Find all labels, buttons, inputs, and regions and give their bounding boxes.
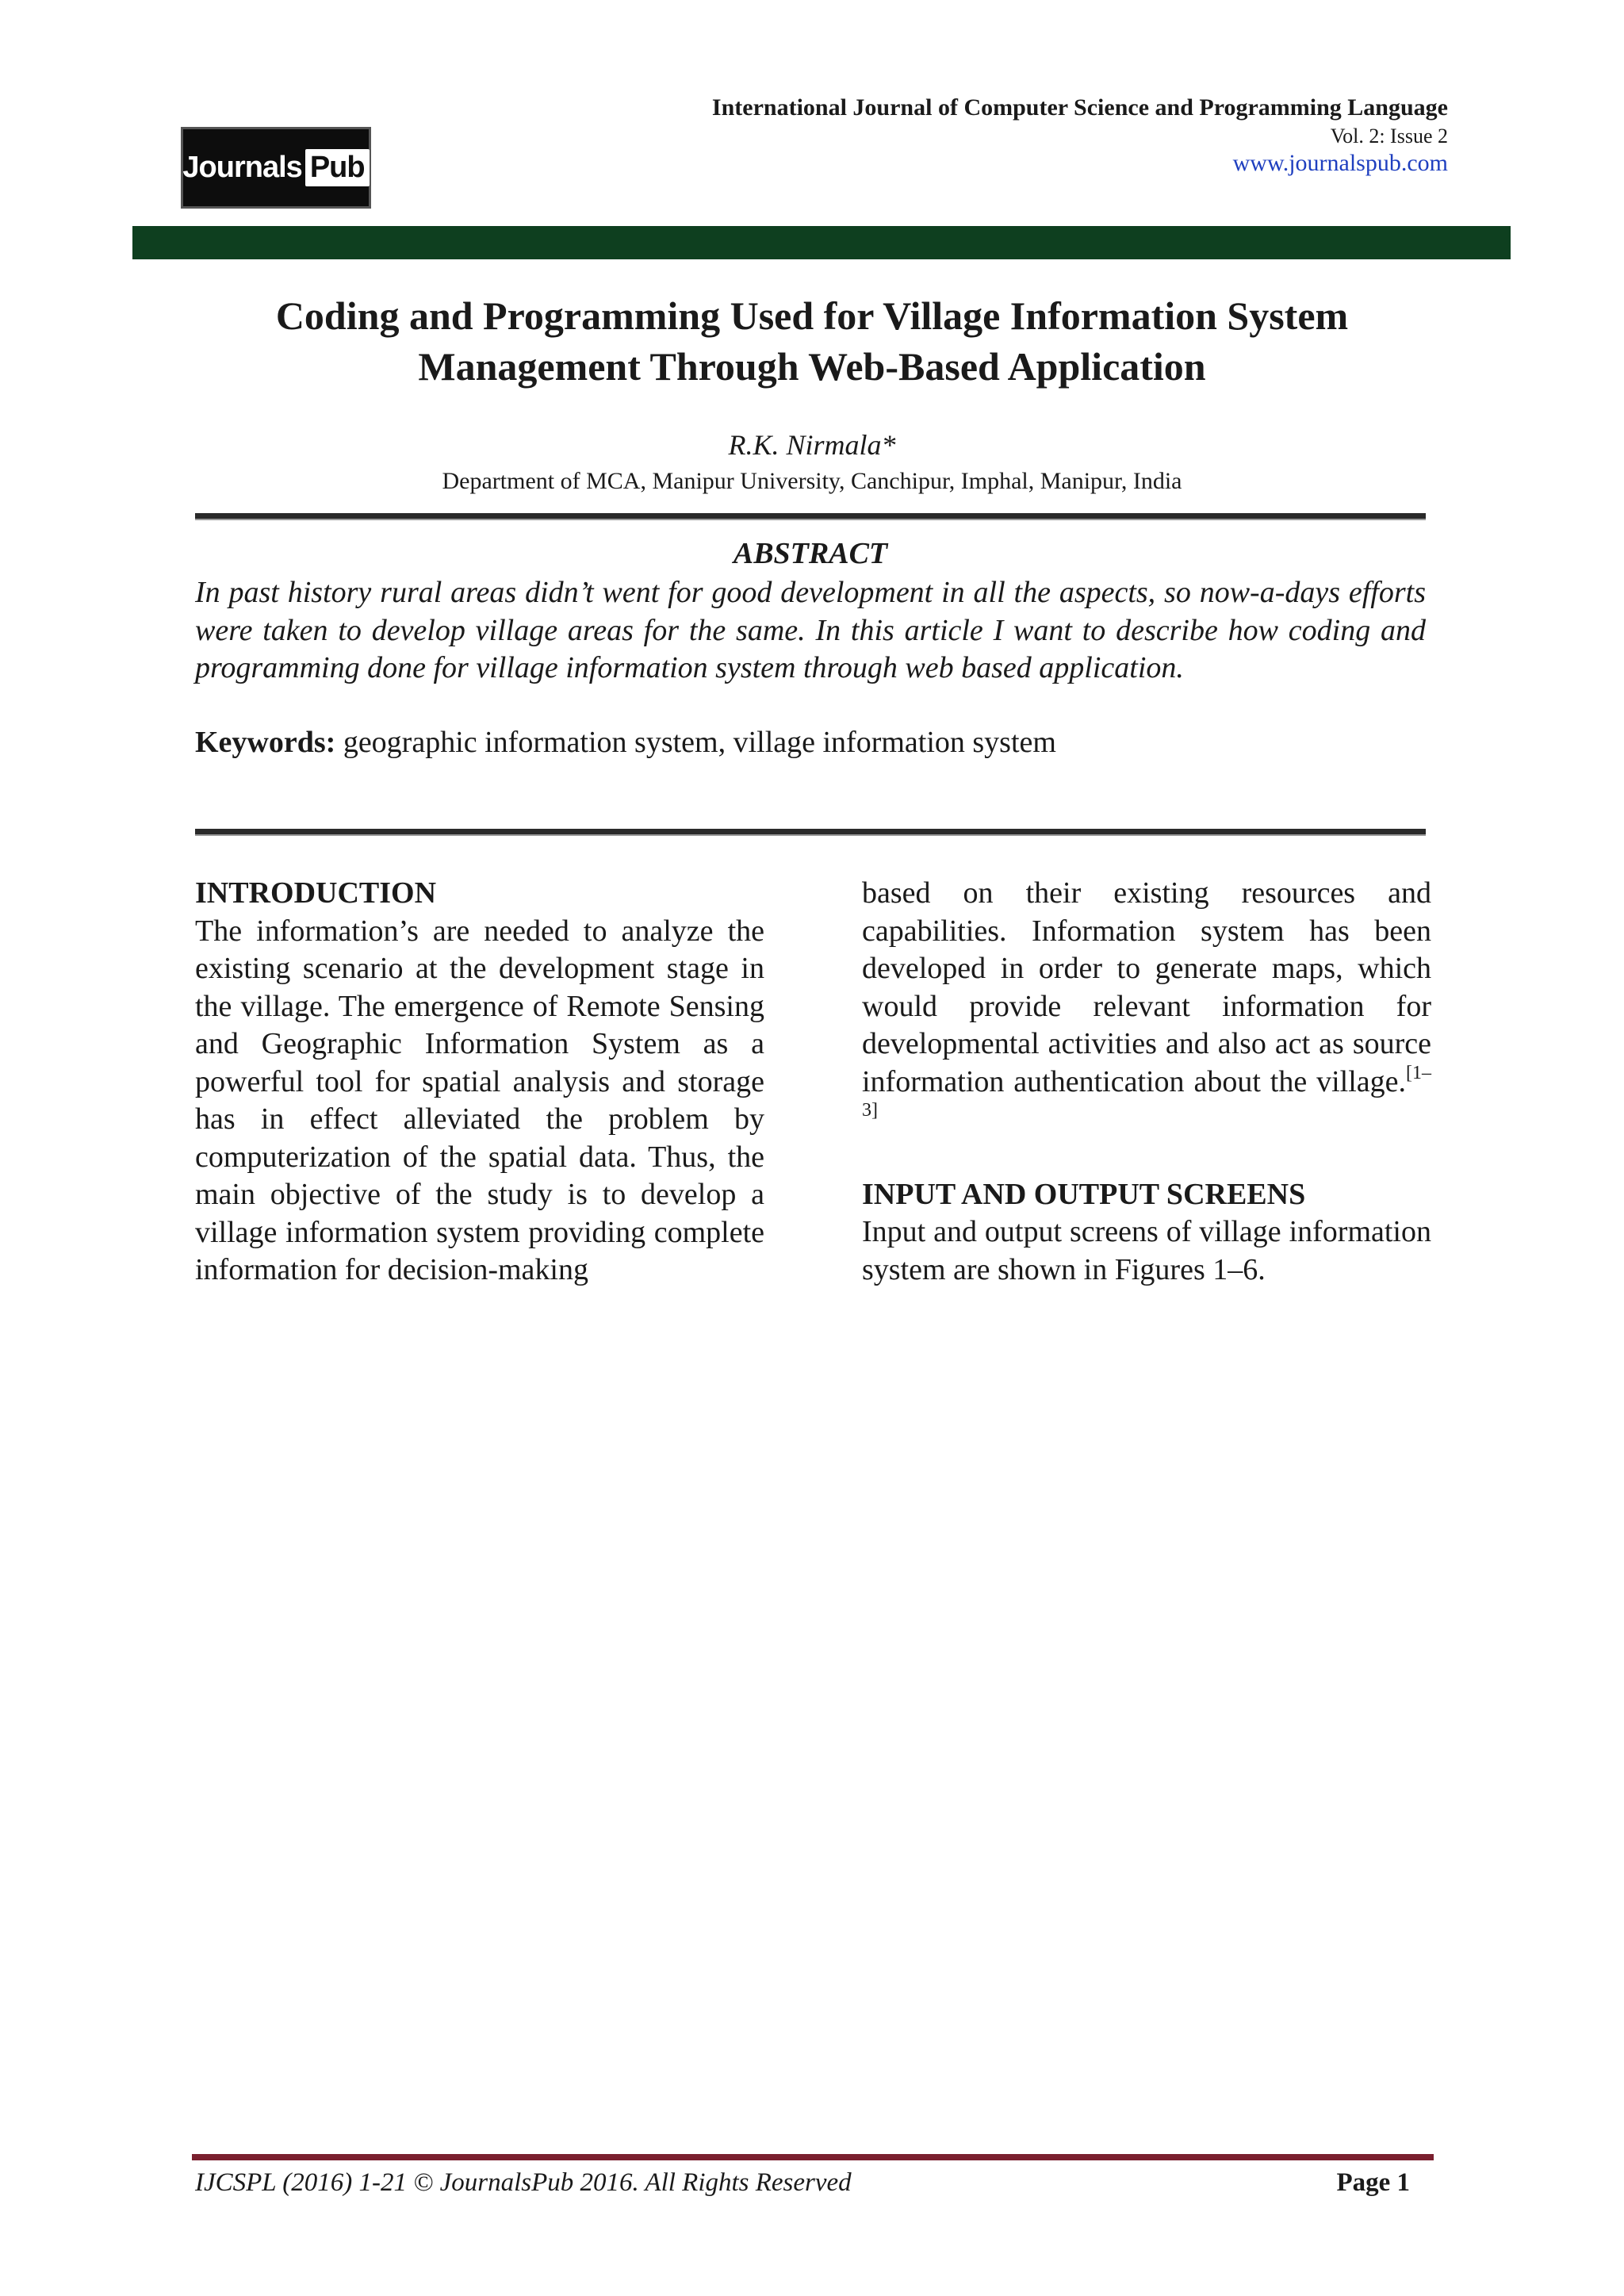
footer-citation: IJCSPL (2016) 1-21 © JournalsPub 2016. All Rights Reserved xyxy=(195,2168,852,2197)
title-line-2: Management Through Web-Based Application xyxy=(418,344,1206,389)
header-bar xyxy=(132,226,1511,259)
introduction-text-continued-body: based on their existing resources and capabilities. Information system has been developed in order to generate maps, which would provide relevant information for developmental activities and also act as source information authentication about the village. xyxy=(862,876,1431,1098)
introduction-text: The information’s are needed to analyze the existing scenario at the development stage in the village. The emergence of Remote Sensing and Geographic Information System as a powerful tool for spatial analysis and storage has in effect alleviated the problem by computerization of the spatial data. Thus, the main objective of the study is to develop a village information system providing complete information for decision-making xyxy=(195,914,764,1286)
introduction-text-continued xyxy=(862,875,1431,1139)
title-line-1: Coding and Programming Used for Village Information System xyxy=(275,293,1349,338)
journal-name: International Journal of Computer Science and Programming Language xyxy=(711,94,1448,121)
abstract-text: In past history rural areas didn’t went for good development in all the aspects, so now-a-days efforts were taken to develop village areas for the same. In this article I want to describe how coding and programming done for village information system through web based application. xyxy=(195,576,1426,684)
keywords-label: Keywords: xyxy=(195,726,336,759)
section-gap xyxy=(862,1139,1431,1176)
left-column xyxy=(195,875,764,1290)
page-number: Page 1 xyxy=(1336,2168,1410,2197)
input-output-heading: INPUT AND OUTPUT SCREENS xyxy=(862,1177,1306,1211)
keywords-text: geographic information system, village information system xyxy=(335,726,1056,759)
logo-text-journals: Journals xyxy=(182,151,302,184)
abstract-bottom-rule xyxy=(195,829,1426,836)
paper-title xyxy=(159,290,1465,392)
author-name: R.K. Nirmala* xyxy=(728,429,896,461)
citation-marker: [1–3] xyxy=(862,1062,1431,1121)
abstract-top-rule xyxy=(195,513,1426,520)
journal-website-link[interactable]: www.journalspub.com xyxy=(1232,150,1448,176)
right-column xyxy=(862,875,1431,1289)
footer-rule xyxy=(192,2154,1434,2160)
input-output-text: Input and output screens of village information system are shown in Figures 1–6. xyxy=(862,1215,1431,1286)
journal-logo xyxy=(181,127,371,209)
introduction-heading: INTRODUCTION xyxy=(195,876,437,910)
abstract-heading: ABSTRACT xyxy=(733,537,888,570)
keywords xyxy=(195,724,1426,762)
author-affiliation: Department of MCA, Manipur University, Canchipur, Imphal, Manipur, India xyxy=(442,468,1182,494)
logo-text-pub: Pub xyxy=(305,149,370,186)
journal-volume: Vol. 2: Issue 2 xyxy=(1330,125,1448,148)
